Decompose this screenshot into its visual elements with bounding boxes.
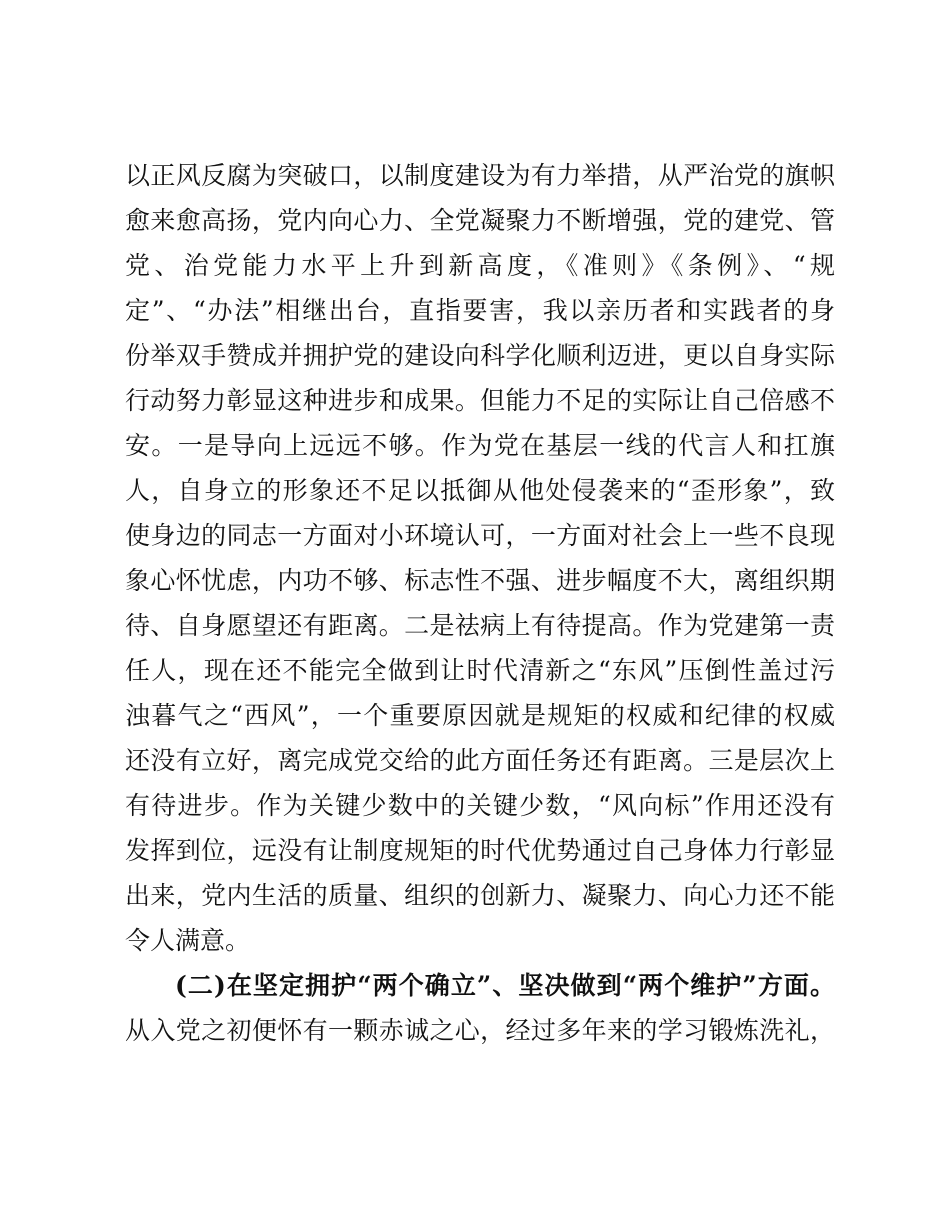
text-line: 有待进步。作为关键少数中的关键少数，“风向标”作用还没有 bbox=[125, 791, 835, 820]
text-line: 任人，现在还不能完全做到让时代清新之“东风”压倒性盖过污 bbox=[125, 656, 835, 685]
text-line: 党、治党能力水平上升到新高度，《准则》《条例》、“规 bbox=[125, 251, 835, 280]
text-line: 发挥到位，远没有让制度规矩的时代优势通过自己身体力行彰显 bbox=[125, 836, 835, 865]
text-line: 愈来愈高扬，党内向心力、全党凝聚力不断增强，党的建党、管 bbox=[125, 206, 835, 235]
text-line: 出来，党内生活的质量、组织的创新力、凝聚力、向心力还不能 bbox=[125, 881, 835, 910]
text-line: 从入党之初便怀有一颗赤诚之心，经过多年来的学习锻炼洗礼， bbox=[125, 1016, 835, 1045]
text-line: 定”、“办法”相继出台，直指要害，我以亲历者和实践者的身 bbox=[125, 296, 835, 325]
text-line: 使身边的同志一方面对小环境认可，一方面对社会上一些不良现 bbox=[125, 521, 835, 550]
text-line: 待、自身愿望还有距离。二是祛病上有待提高。作为党建第一责 bbox=[125, 611, 835, 640]
paragraph-1 bbox=[125, 153, 835, 963]
text-line: 行动努力彰显这种进步和成果。但能力不足的实际让自己倍感不 bbox=[125, 386, 835, 415]
text-line: 令人满意。 bbox=[125, 926, 251, 955]
document-body bbox=[125, 153, 835, 1053]
text-line: 份举双手赞成并拥护党的建设向科学化顺利迈进，更以自身实际 bbox=[125, 341, 835, 370]
text-line: 人，自身立的形象还不足以抵御从他处侵袭来的“歪形象”，致 bbox=[125, 476, 835, 505]
text-line: 以正风反腐为突破口，以制度建设为有力举措，从严治党的旗帜 bbox=[125, 161, 835, 190]
text-line: 浊暮气之“西风”，一个重要原因就是规矩的权威和纪律的权威 bbox=[125, 701, 835, 730]
text-line: 安。一是导向上远远不够。作为党在基层一线的代言人和扛旗 bbox=[125, 431, 835, 460]
section-heading: (二)在坚定拥护“两个确立”、坚决做到“两个维护”方面。 bbox=[175, 971, 835, 1000]
paragraph-2 bbox=[125, 963, 835, 1053]
text-line: 象心怀忧虑，内功不够、标志性不强、进步幅度不大，离组织期 bbox=[125, 566, 835, 595]
text-line: 还没有立好，离完成党交给的此方面任务还有距离。三是层次上 bbox=[125, 746, 835, 775]
